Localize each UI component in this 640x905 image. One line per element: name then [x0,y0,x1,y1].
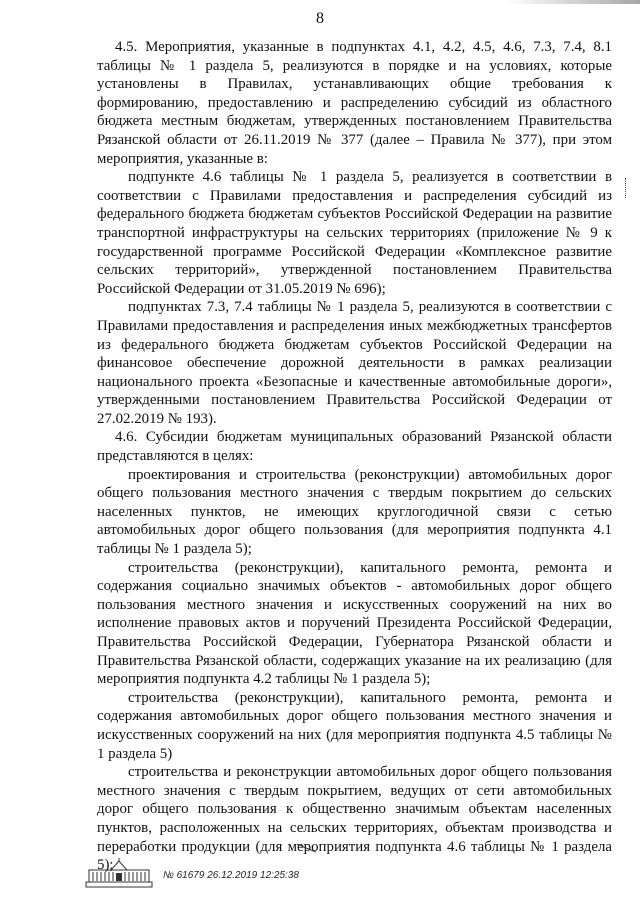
page-number: 8 [316,10,324,27]
scan-edge-shadow [505,0,640,4]
purpose-item-3: строительства (реконструкции), капитального ремонта, ремонта и содержания автомобильных дорог общего пользования местного значения и искусственных сооружений на них (для мероприятия подпункта 4.5 таблицы № 1 раздела 5) [97,689,612,762]
scribble-mark [296,843,318,853]
document-stamp: № 61679 26.12.2019 12:25:38 [163,870,299,881]
paragraph-4-5: 4.5. Мероприятия, указанные в подпунктах 4.1, 4.2, 4.5, 4.6, 7.3, 7.4, 8.1 таблицы № 1 раздела 5, реализуются в порядке и на условиях, которые установлены в Правилах, устанавливающих общие требования к формированию, предоставлению и распределению субсидий из областного бюджета местным бюджетам, утвержденных постановлением Правительства Рязанской области от 26.11.2019 № 377 (далее – Правила № 377), при этом мероприятия, указанные в: [97,39,612,167]
purpose-item-2: строительства (реконструкции), капитального ремонта, ремонта и содержания социально значимых объектов - автомобильных дорог общего пользования местного значения и искусственных сооружений на них во исполнение правовых актов и поручений Президента Российской Федерации, Правительства Российской Федерации, Губернатора Рязанской области и Правительства Рязанской области, содержащих указание на их реализацию (для мероприятия подпункта 4.2 таблицы № 1 раздела 5); [97,559,612,688]
paragraph-subitem-4-6: подпункте 4.6 таблицы № 1 раздела 5, реализуется в соответствии в соответствии с Правилами предоставления и распределения субсидий из федерального бюджета бюджетам субъектов Российской Федерации на развитие транспортной инфраструктуры на сельских территориях (приложение № 9 к государственной программе Российской Федерации «Комплексное развитие сельских территорий», утвержденной постановлением Правительства Российской Федерации от 31.05.2019 № 696); [97,169,612,297]
paragraph-subitems-7-3-7-4: подпунктах 7.3, 7.4 таблицы № 1 раздела 5, реализуются в соответствии с Правилами предоставления и распределения иных межбюджетных трансфертов из федерального бюджета бюджетам субъектов Российской Федерации на финансовое обеспечение дорожной деятельности в рамках реализации национального проекта «Безопасные и качественные автомобильные дороги», утвержденными постановлением Правительства Российской Федерации от 27.02.2019 № 193). [97,299,612,427]
footer [85,858,505,890]
document-body [97,38,612,875]
paragraph-4-6: 4.6. Субсидии бюджетам муниципальных образований Рязанской области представляются в целях: [97,429,612,465]
building-emblem-icon [85,858,153,888]
purpose-item-4: строительства и реконструкции автомобильных дорог общего пользования местного значения с твердым покрытием, ведущих от сети автомобильных дорог общего пользования к общественно значимым объектам населенных пунктов, расположенных на сельских территориях, объектам производства и переработки продукции (для мероприятия подпункта 4.6 таблицы № 1 раздела 5); [97,764,612,874]
margin-mark [625,178,630,198]
purpose-item-1: проектирования и строительства (реконструкции) автомобильных дорог общего пользования местного значения с твердым покрытием до сельских населенных пунктов, не имеющих круглогодичной связи с сетью автомобильных дорог общего пользования (для мероприятия подпункта 4.1 таблицы № 1 раздела 5); [97,466,612,558]
